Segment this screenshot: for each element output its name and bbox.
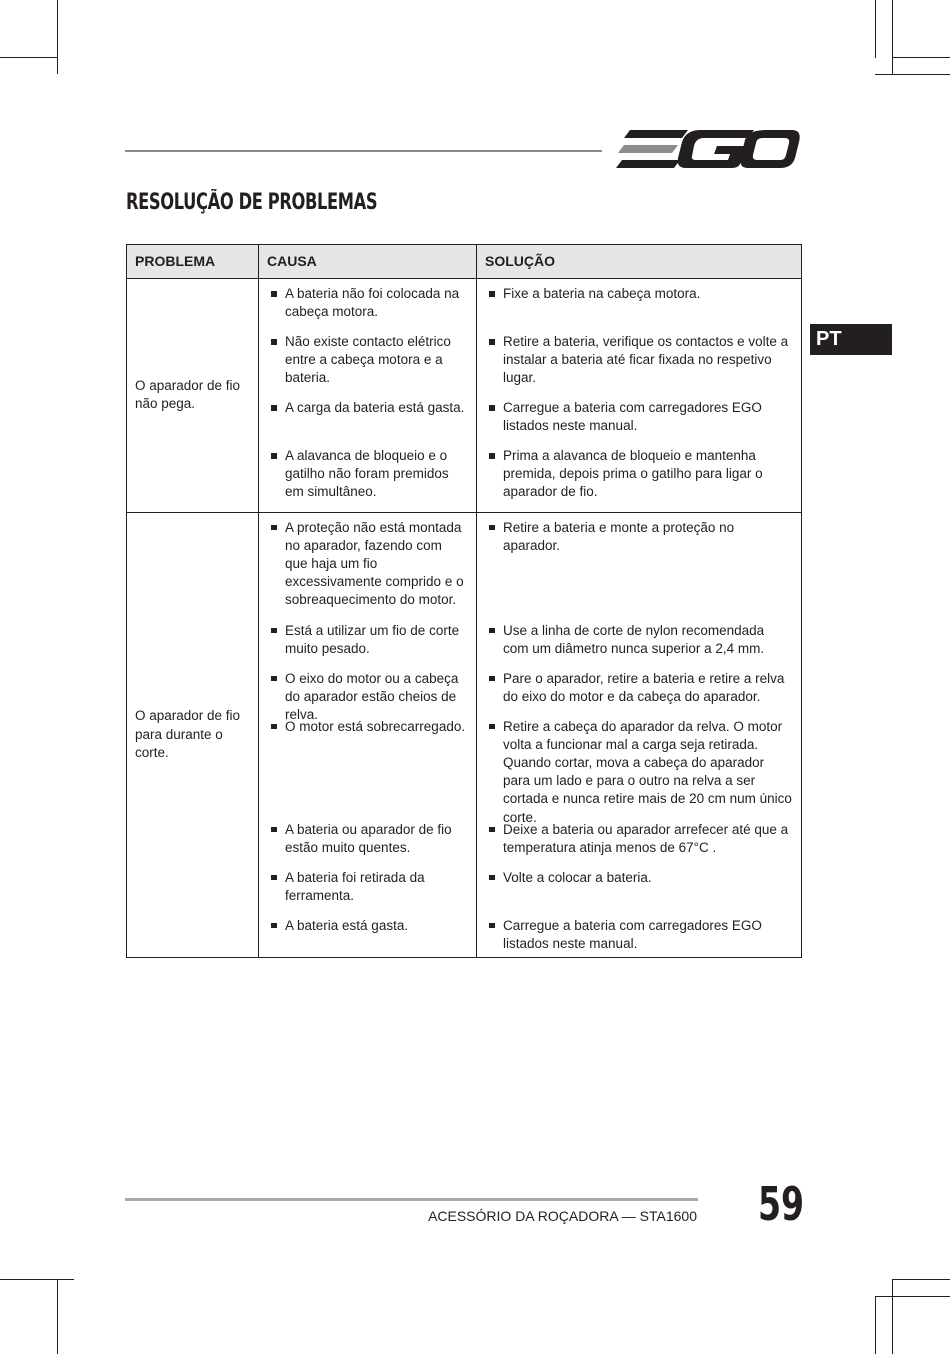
solution-item: Pare o aparador, retire a bateria e retire a relva do eixo do motor e da cabeça do aparador. xyxy=(477,670,793,718)
solution-item: Retire a cabeça do aparador da relva. O motor volta a funcionar mal a carga seja retirada. Quando cortar, mova a cabeça do aparador para um lado e para o outro na relva a ser cortada e nunca retire mais de 20 cm num único corte. xyxy=(477,718,793,821)
cause-item: A alavanca de bloqueio e o gatilho não foram premidos em simultâneo. xyxy=(259,447,468,502)
solution-item: Carregue a bateria com carregadores EGO listados neste manual. xyxy=(477,399,793,447)
crop-mark xyxy=(875,1296,950,1297)
header-problem: PROBLEMA xyxy=(127,245,259,279)
cause-item: A bateria foi retirada da ferramenta. xyxy=(259,869,468,917)
cause-item: O motor está sobrecarregado. xyxy=(259,718,468,821)
solution-item: Deixe a bateria ou aparador arrefecer até que a temperatura atinja menos de 67°C . xyxy=(477,821,793,869)
problem-cell: O aparador de fio não pega. xyxy=(127,279,259,513)
crop-mark xyxy=(0,57,57,58)
header-cause: CAUSA xyxy=(259,245,477,279)
solution-cell xyxy=(477,279,802,513)
crop-mark xyxy=(892,1279,950,1280)
crop-mark xyxy=(0,1279,74,1280)
cause-cell xyxy=(259,512,477,957)
troubleshooting-table xyxy=(126,244,802,958)
header-rule xyxy=(125,150,602,152)
solution-item: Volte a colocar a bateria. xyxy=(477,869,793,917)
table-row xyxy=(127,512,802,957)
problem-cell: O aparador de fio para durante o corte. xyxy=(127,512,259,957)
group-stops-cutting xyxy=(127,512,802,957)
crop-mark xyxy=(875,1296,876,1354)
crop-mark xyxy=(892,57,950,58)
group-no-start xyxy=(127,279,802,513)
footer-rule xyxy=(125,1198,698,1201)
cause-item: A proteção não está montada no aparador, fazendo com que haja um fio excessivamente comprido e o sobreaquecimento do motor. xyxy=(259,519,468,622)
cause-cell xyxy=(259,279,477,513)
solution-item: Prima a alavanca de bloqueio e mantenha premida, depois prima o gatilho para ligar o aparador de fio. xyxy=(477,447,793,502)
solution-cell xyxy=(477,512,802,957)
crop-mark xyxy=(57,0,58,74)
cause-item: A bateria está gasta. xyxy=(259,917,468,953)
cause-item: A bateria não foi colocada na cabeça motora. xyxy=(259,285,468,333)
crop-mark xyxy=(57,1279,58,1354)
solution-item: Retire a bateria e monte a proteção no aparador. xyxy=(477,519,793,622)
header-solution: SOLUÇÃO xyxy=(477,245,802,279)
solution-item: Retire a bateria, verifique os contactos e volte a instalar a bateria até ficar fixada no respetivo lugar. xyxy=(477,333,793,399)
table-row xyxy=(127,279,802,513)
cause-item: Está a utilizar um fio de corte muito pesado. xyxy=(259,622,468,670)
brand-logo xyxy=(616,128,800,172)
page-title: RESOLUÇÃO DE PROBLEMAS xyxy=(126,190,378,215)
cause-item: O eixo do motor ou a cabeça do aparador estão cheios de relva. xyxy=(259,670,468,718)
cause-item: A bateria ou aparador de fio estão muito quentes. xyxy=(259,821,468,869)
crop-mark xyxy=(875,0,876,58)
solution-item: Fixe a bateria na cabeça motora. xyxy=(477,285,793,333)
table-header-row xyxy=(127,245,802,279)
solution-item: Use a linha de corte de nylon recomendada com um diâmetro nunca superior a 2,4 mm. xyxy=(477,622,793,670)
language-tab: PT xyxy=(810,324,892,355)
cause-item: A carga da bateria está gasta. xyxy=(259,399,468,447)
crop-mark xyxy=(892,1279,893,1354)
page-number: 59 xyxy=(758,1177,805,1231)
cause-item: Não existe contacto elétrico entre a cabeça motora e a bateria. xyxy=(259,333,468,399)
footer-text: ACESSÓRIO DA ROÇADORA — STA1600 xyxy=(428,1208,697,1224)
solution-item: Carregue a bateria com carregadores EGO listados neste manual. xyxy=(477,917,793,953)
crop-mark xyxy=(875,74,950,75)
crop-mark xyxy=(892,0,893,74)
